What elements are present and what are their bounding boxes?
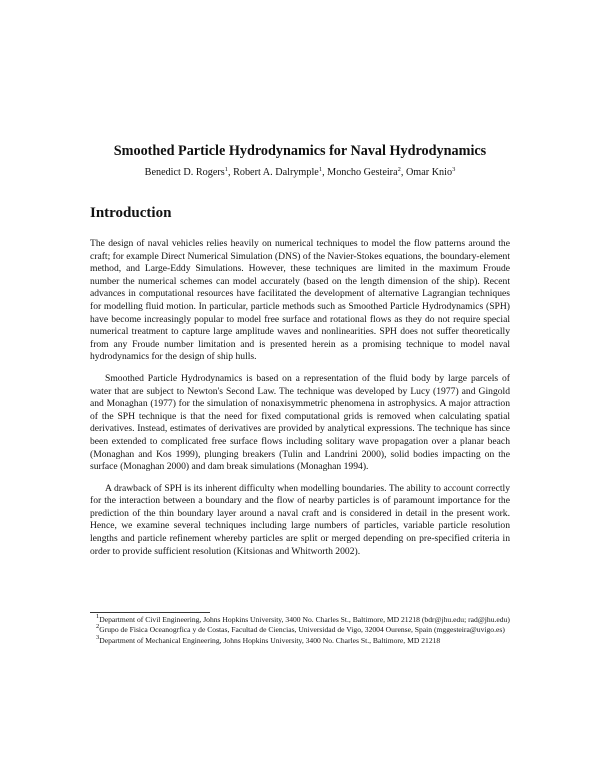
body-paragraph: Smoothed Particle Hydrodynamics is based on a representation of the fluid body by large parcels of water that are subject to Newton's Second Law. The technique was developed by Lucy (1977) and Gingold and Monaghan (1977) for the simulation of nonaxisymmetric phenomena in astrophysics. A major attraction of the SPH technique is that the need for fixed computational grids is removed when calculating spatial derivatives. Instead, estimates of derivatives are provided by analytical expressions. The technique has since been extended to complicated free surface flows including solitary wave propagation over a planar beach (Monaghan and Kos 1999), plunging breakers (Tulin and Landrini 2000), solid bodies impacting on the surface (Monaghan 2000) and dam break simulations (Monaghan 1994).: [90, 372, 510, 473]
body-paragraph: The design of naval vehicles relies heavily on numerical techniques to model the flow patterns around the craft; for example Direct Numerical Simulation (DNS) of the Navier-Stokes equations, the boundary-element method, and Large-Eddy Simulations. However, these techniques are limited in the maximum Froude number the numerical schemes can model accurately (based on the length dimension of the ship). Recent advances in computational resources have facilitated the development of alternative Lagrangian techniques for modelling fluid motion. In particular, particle methods such as Smoothed Particle Hydrodynamics (SPH) have become increasingly popular to model free surface and rotational flows as they do not require special numerical treatment to capture large amplitude waves and nonlinearities. SPH does not suffer theoretically from any Froude number limitation and is presented herein as a promising technique to model naval hydrodynamics for the design of ship hulls.: [90, 238, 510, 363]
footnote: [90, 633, 510, 646]
footnote: [90, 615, 510, 625]
paper-page: [90, 0, 510, 776]
footnote-text: Department of Civil Engineering, Johns Hopkins University, 3400 No. Charles St., Baltimore, MD 21218 (bdr@jhu.edu; rad@jhu.edu): [99, 615, 510, 624]
footnote-mark: 1: [96, 613, 100, 620]
footnote-text: Grupo de Fisica Oceanogrfica y de Costas, Facultad de Ciencias, Universidad de Vigo, 32004 Ourense, Spain (mggesteira@uvigo.es): [99, 625, 505, 635]
footnote-text: Department of Mechanical Engineering, Johns Hopkins University, 3400 No. Charles St., Baltimore, MD 21218: [99, 635, 441, 645]
section-heading: Introduction: [90, 205, 172, 221]
affiliation-mark: 2: [397, 166, 401, 173]
author-name: Omar Knio: [405, 167, 453, 178]
author-separator: ,: [322, 167, 328, 178]
affiliation-mark: 3: [452, 166, 456, 173]
affiliation-mark: 1: [224, 166, 228, 173]
author-name: Benedict D. Rogers: [144, 167, 225, 178]
author-name: Robert A. Dalrymple: [233, 167, 319, 178]
author-separator: ,: [400, 167, 406, 178]
footnote-mark: 2: [96, 623, 100, 631]
footnotes: [90, 615, 510, 646]
author-name: Moncho Gesteira: [327, 167, 398, 178]
body-paragraph: A drawback of SPH is its inherent difficulty when modelling boundaries. The ability to account correctly for the interaction between a boundary and the flow of nearby particles is of paramount importance for the prediction of the thin boundary layer around a naval craft and is considered in detail in the present work. Hence, we examine several techniques including large numbers of particles, variable particle resolution lengths and particle refinement whereby particles are split or merged depending on pre-specified criteria in order to provide sufficient resolution (Kitsionas and Whitworth 2002).: [90, 482, 510, 557]
affiliation-mark: 1: [318, 166, 323, 173]
footnote: [90, 625, 510, 635]
paper-title: Smoothed Particle Hydrodynamics for Naval Hydrodynamics: [113, 143, 487, 159]
footnote-mark: 3: [96, 633, 100, 641]
footnote-rule: [90, 612, 210, 613]
author-separator: ,: [227, 167, 234, 178]
author-line: [90, 166, 510, 180]
body-text: [90, 238, 510, 567]
